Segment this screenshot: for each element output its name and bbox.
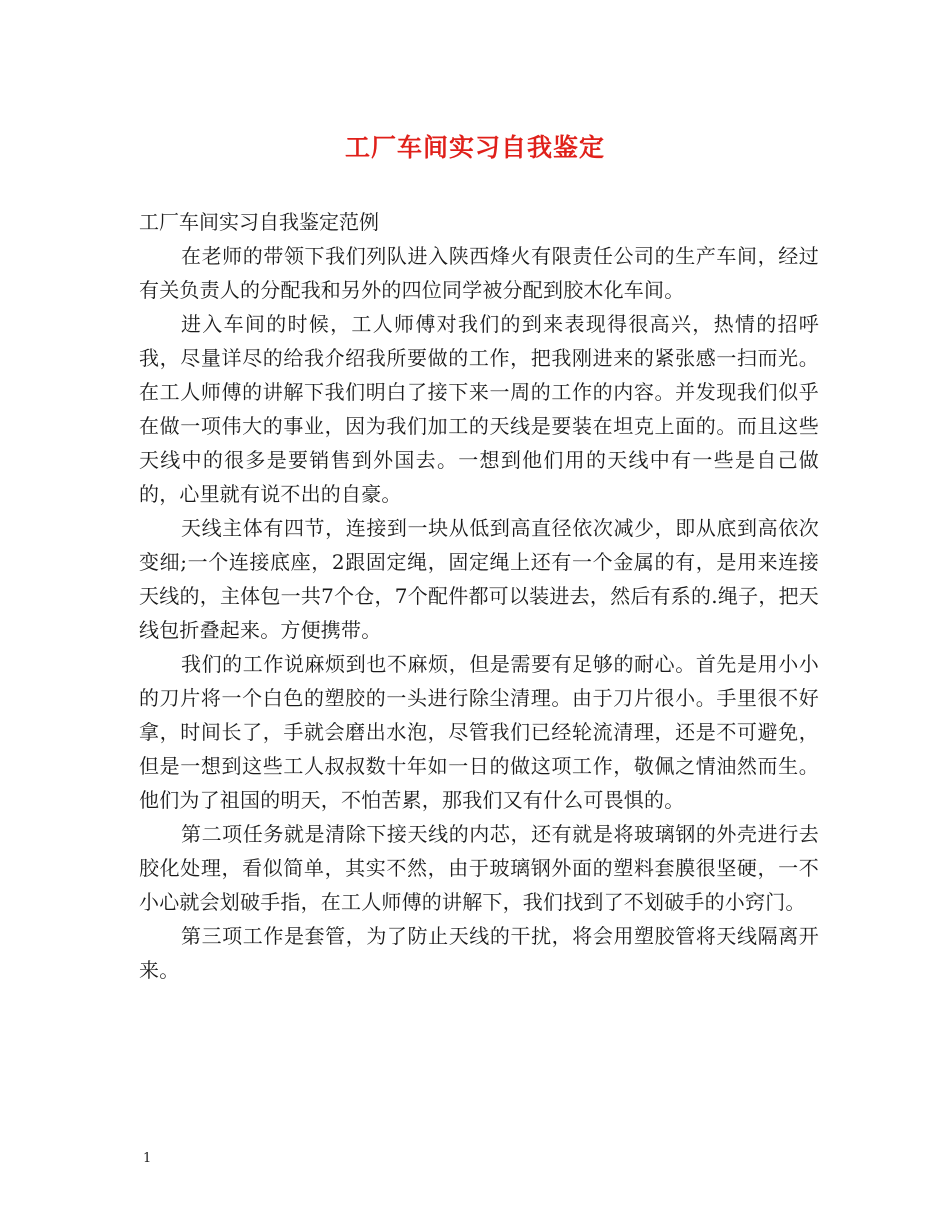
paragraph-6: 第三项工作是套管，为了防止天线的干扰，将会用塑胶管将天线隔离开来。	[139, 924, 819, 982]
document-subtitle: 工厂车间实习自我鉴定范例	[139, 210, 379, 234]
paragraph-2: 进入车间的时候，工人师傅对我们的到来表现得很高兴，热情的招呼我，尽量详尽的给我介绍我所要做的工作，把我刚进来的紧张感一扫而光。在工人师傅的讲解下我们明白了接下来一周的工作的内容。并发现我们似乎在做一项伟大的事业，因为我们加工的天线是要装在坦克上面的。而且这些天线中的很多是要销售到外国去。一想到他们用的天线中有一些是自己做的，心里就有说不出的自豪。	[139, 312, 819, 506]
page-number: 1	[143, 1151, 152, 1166]
paragraph-1: 在老师的带领下我们列队进入陕西烽火有限责任公司的生产车间，经过有关负责人的分配我和另外的四位同学被分配到胶木化车间。	[139, 244, 819, 302]
paragraph-5: 第二项任务就是清除下接天线的内芯，还有就是将玻璃钢的外壳进行去胶化处理，看似简单，其实不然，由于玻璃钢外面的塑料套膜很坚硬，一不小心就会划破手指，在工人师傅的讲解下，我们找到了不划破手的小窍门。	[139, 822, 819, 914]
paragraph-4: 我们的工作说麻烦到也不麻烦，但是需要有足够的耐心。首先是用小小的刀片将一个白色的塑胶的一头进行除尘清理。由于刀片很小。手里很不好拿，时间长了，手就会磨出水泡，尽管我们已经轮流清理，还是不可避免，但是一想到这些工人叔叔数十年如一日的做这项工作，敬佩之情油然而生。他们为了祖国的明天，不怕苦累，那我们又有什么可畏惧的。	[139, 652, 819, 812]
document-body	[139, 205, 819, 987]
document-title: 工厂车间实习自我鉴定	[344, 133, 605, 162]
paragraph-3: 天线主体有四节，连接到一块从低到高直径依次减少，即从底到高依次变细;一个连接底座，2跟固定绳，固定绳上还有一个金属的有，是用来连接天线的，主体包一共7个仓，7个配件都可以装进去，然后有系的.绳子，把天线包折叠起来。方便携带。	[139, 516, 819, 642]
